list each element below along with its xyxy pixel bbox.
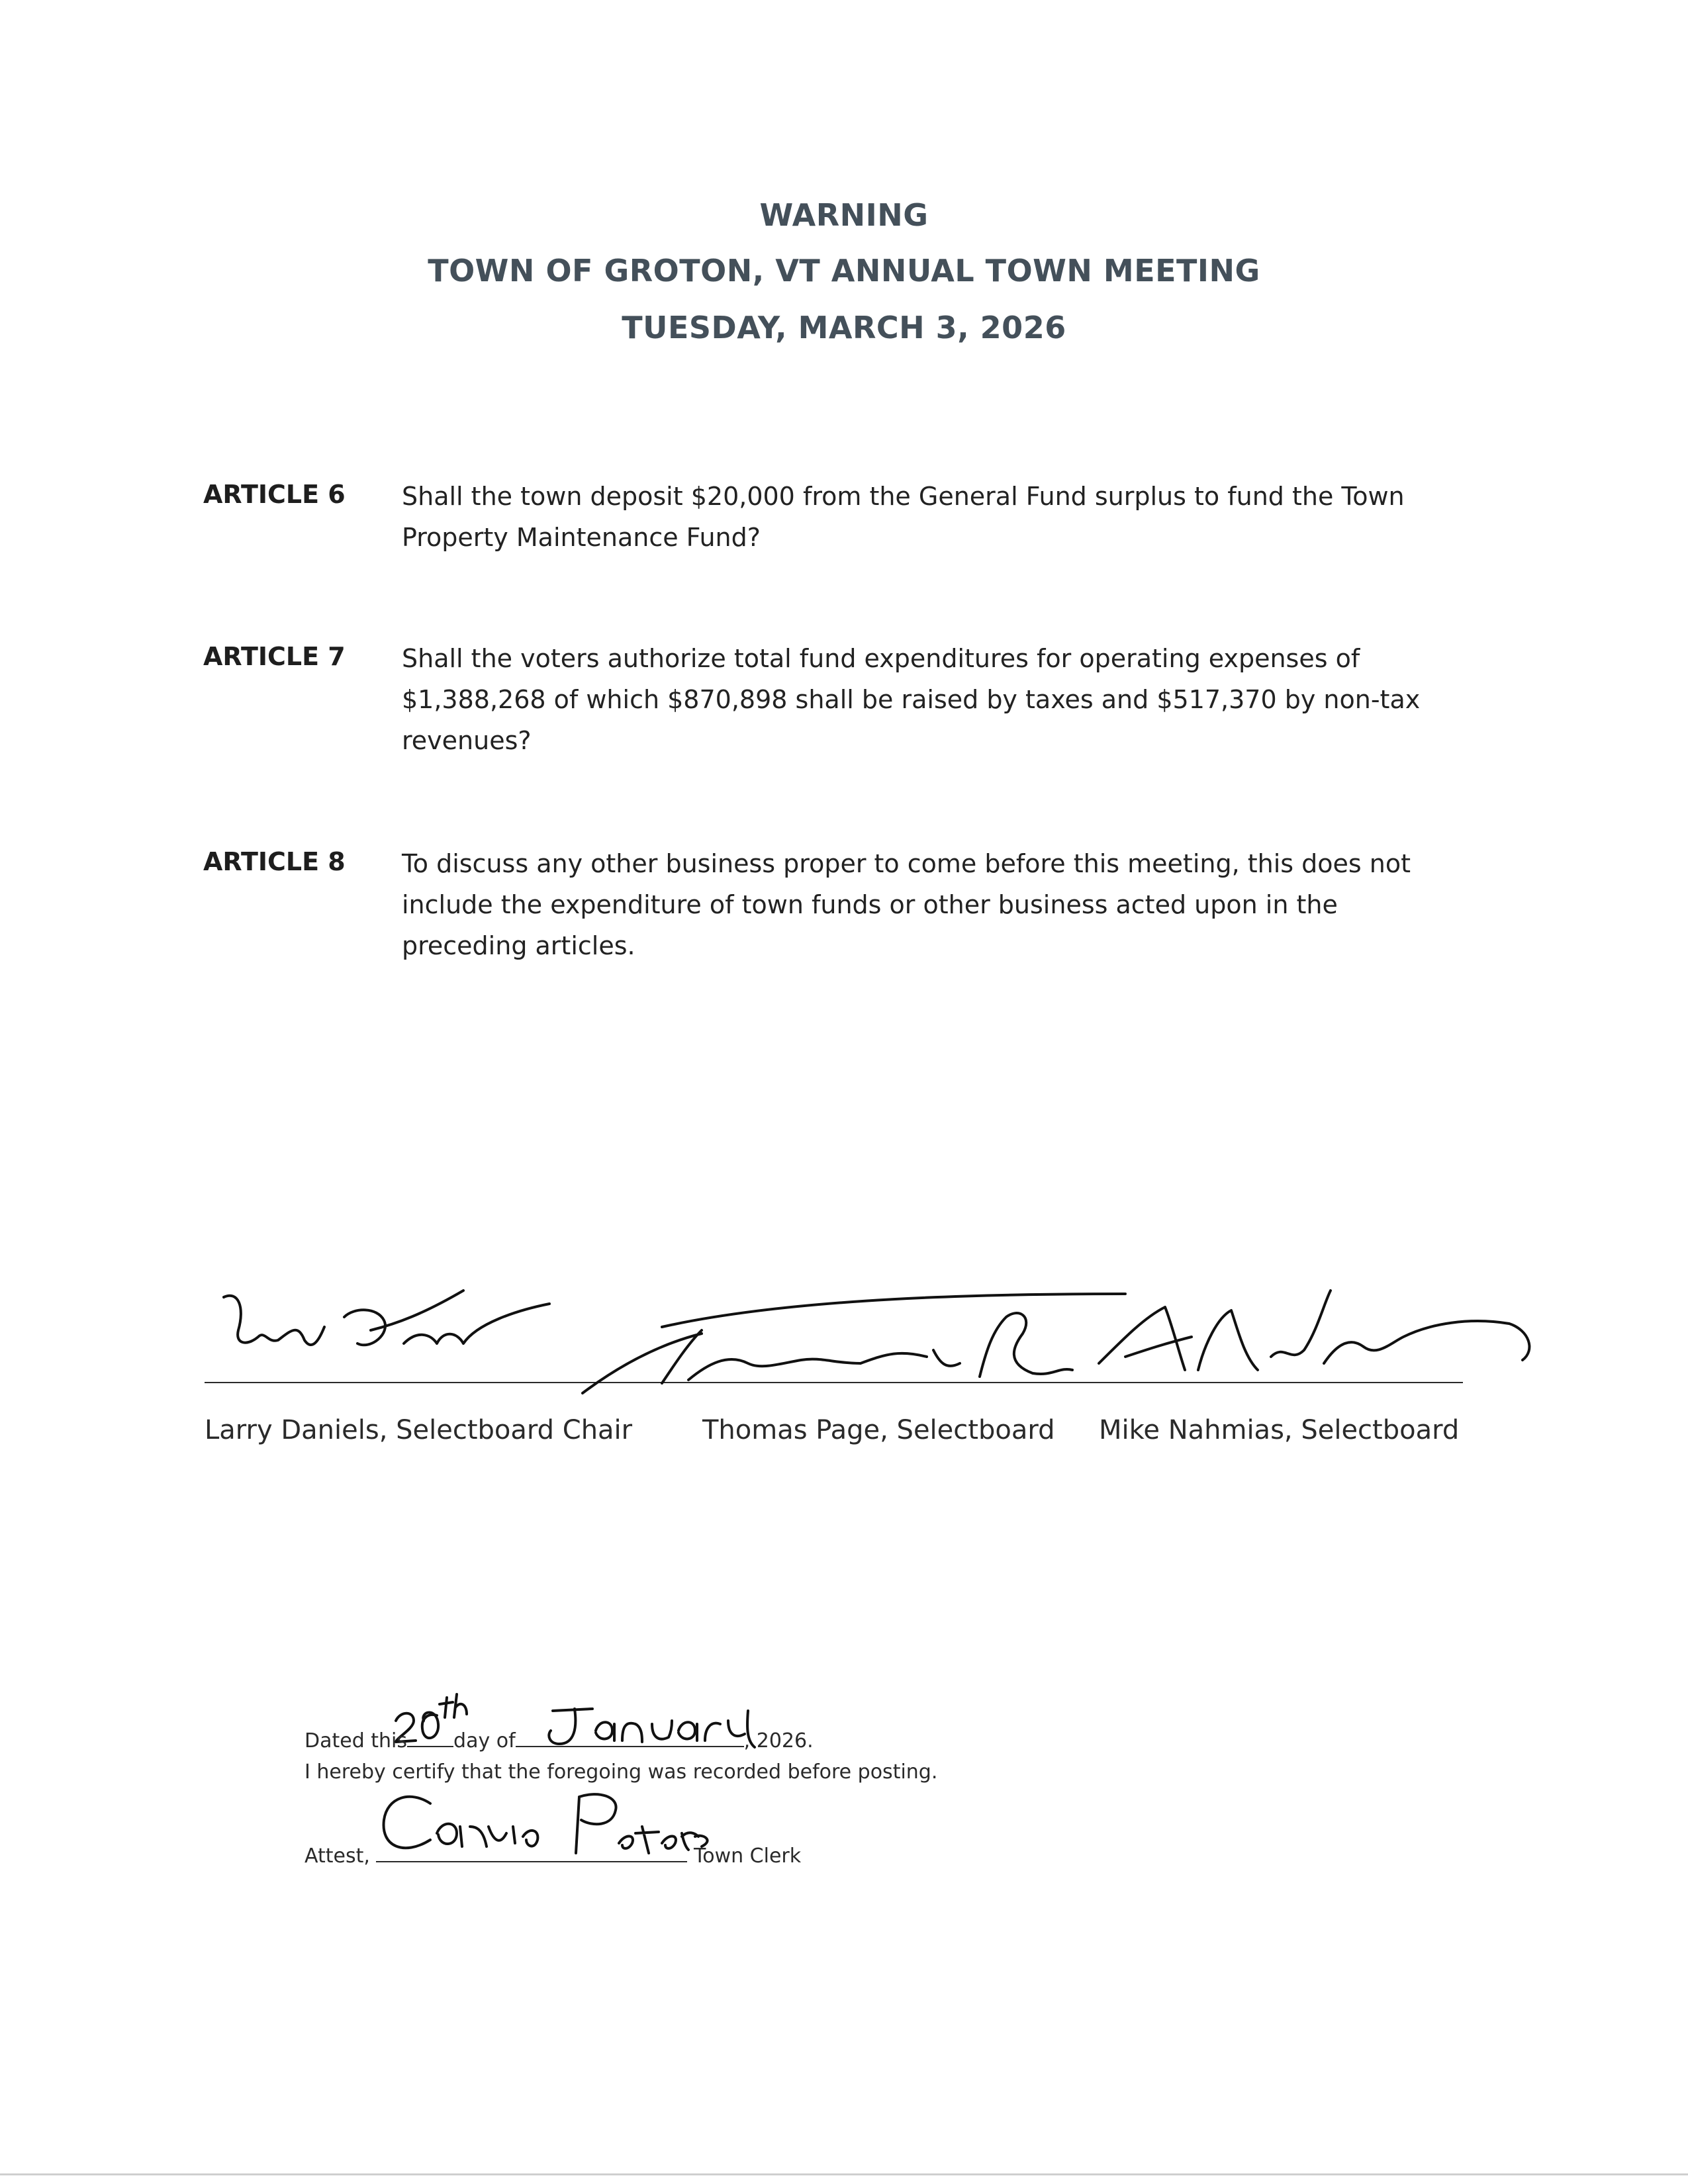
signatory-name-nahmias: Mike Nahmias, Selectboard bbox=[1099, 1415, 1460, 1445]
page-bottom-rule bbox=[0, 2173, 1688, 2175]
signature-nahmias bbox=[1099, 1291, 1529, 1370]
meeting-date: TUESDAY, MARCH 3, 2026 bbox=[622, 310, 1066, 345]
article-text: Shall the town deposit $20,000 from the General Fund surplus to fund the Town Property Maintenance Fund? bbox=[402, 482, 1405, 552]
attest-line bbox=[305, 1844, 801, 1868]
signature-page bbox=[583, 1294, 1125, 1393]
signature-chair bbox=[224, 1291, 549, 1345]
attest-title: Town Clerk bbox=[694, 1844, 802, 1868]
day-blank bbox=[407, 1729, 453, 1747]
article-label: ARTICLE 7 bbox=[203, 642, 346, 671]
year-suffix: , 2026. bbox=[743, 1729, 814, 1752]
article-text: To discuss any other business proper to come before this meeting, this does not include the expenditure of town funds or other business acted upon in the preceding articles. bbox=[402, 849, 1411, 960]
article-text: Shall the voters authorize total fund expenditures for operating expenses of $1,388,268 of which $870,898 shall be raised by taxes and $517,370 by non-tax revenues? bbox=[402, 644, 1421, 755]
article-label: ARTICLE 6 bbox=[203, 480, 346, 509]
day-of-label: day of bbox=[453, 1729, 516, 1752]
certification-statement: I hereby certify that the foregoing was recorded before posting. bbox=[305, 1760, 938, 1784]
dated-line bbox=[305, 1729, 814, 1752]
meeting-title: TOWN OF GROTON, VT ANNUAL TOWN MEETING bbox=[428, 253, 1260, 289]
article-label: ARTICLE 8 bbox=[203, 847, 346, 876]
attest-blank bbox=[376, 1844, 687, 1862]
month-blank bbox=[516, 1729, 744, 1747]
warning-title: WARNING bbox=[759, 197, 929, 233]
attest-label: Attest, bbox=[305, 1844, 370, 1868]
signatory-name-page: Thomas Page, Selectboard bbox=[702, 1415, 1055, 1445]
signatory-name-chair: Larry Daniels, Selectboard Chair bbox=[205, 1415, 633, 1445]
dated-prefix: Dated this bbox=[305, 1729, 408, 1752]
